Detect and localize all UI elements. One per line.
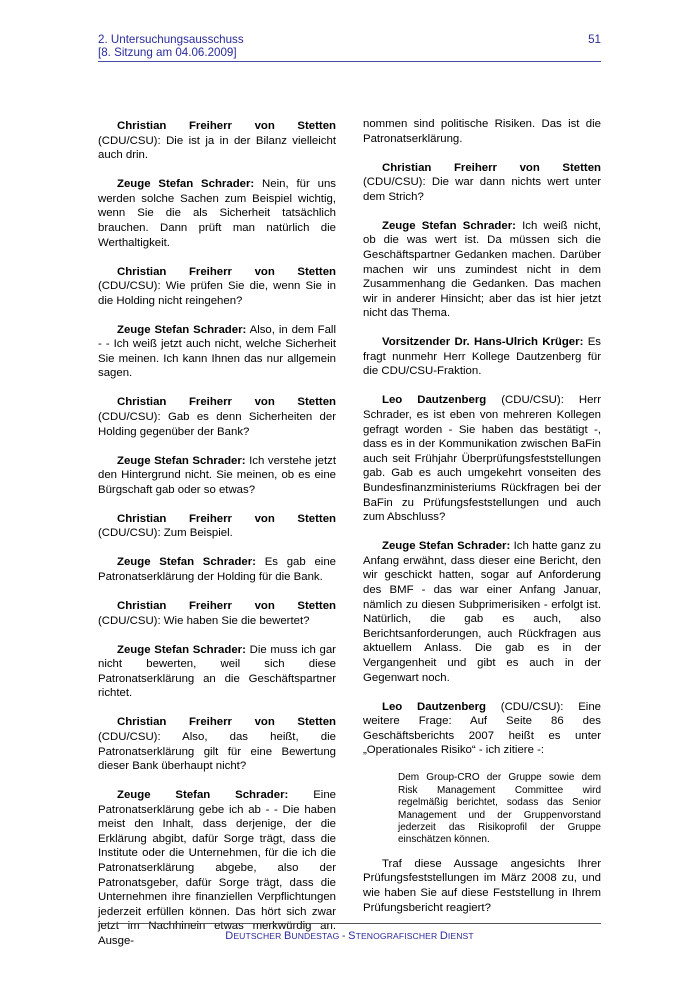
speaker-name: Zeuge Stefan Schrader:	[382, 219, 516, 232]
speaker-name: Zeuge Stefan Schrader:	[117, 556, 256, 569]
speech-text: (CDU/CSU): Herr Schrader, es ist eben von mehreren Kollegen gefragt worden - Sie haben das bestätigt -, dass es in der Kommunikation zwischen BaFin auch seit Frühjahr Überprüfungsfeststellungen gab. Gab es auch umgekehrt vonseiten des Bundesfinanzministeriums Rückfragen bei der BaFin zu Prüfungsfeststellungen und auch zum Abschluss?	[363, 394, 601, 524]
speaker-name: Christian Freiherr von Stetten	[117, 716, 336, 729]
speech-paragraph	[98, 395, 336, 439]
speaker-name: Christian Freiherr von Stetten	[117, 512, 336, 525]
speech-paragraph	[98, 715, 336, 773]
speaker-name: Christian Freiherr von Stetten	[382, 161, 601, 174]
speaker-name: Zeuge Stefan Schrader:	[117, 178, 255, 191]
speech-text: Es fragt nunmehr Herr Kollege Dautzenberg für die CDU/CSU-Fraktion.	[363, 336, 601, 378]
speech-paragraph	[363, 335, 601, 379]
speech-paragraph	[98, 119, 336, 163]
speech-paragraph	[98, 643, 336, 701]
footer-text: DEUTSCHER BUNDESTAG - STENOGRAFISCHER DIENST	[225, 930, 474, 942]
speaker-name: Zeuge Stefan Schrader:	[117, 643, 246, 656]
speaker-name: Leo Dautzenberg	[382, 394, 487, 407]
right-column	[363, 117, 601, 930]
speech-text: (CDU/CSU): Die ist ja in der Bilanz vielleicht auch drin.	[98, 134, 336, 162]
speech-text: (CDU/CSU): Wie prüfen Sie die, wenn Sie in die Holding nicht reingehen?	[98, 280, 336, 307]
page-header	[98, 33, 601, 62]
session-date: [8. Sitzung am 04.06.2009]	[98, 46, 237, 59]
speaker-name: Zeuge Stefan Schrader:	[117, 454, 246, 467]
speech-text: Die muss ich gar nicht bewerten, weil sich diese Patronatserklärung an die Geschäftspartner richtet.	[98, 643, 336, 700]
speech-paragraph	[363, 161, 601, 205]
speech-text: Es gab eine Patronatserklärung der Holding für die Bank.	[98, 556, 336, 583]
speaker-name: Christian Freiherr von Stetten	[117, 396, 336, 409]
speech-text: Ich weiß nicht, ob die was wert ist. Da müssen sich die Geschäftspartner Gedanken machen. Darüber machen wir uns zumindest nicht in dem Zusammenhang die Gedanken. Das machen wir in anderer Hinsicht; aber das ist hier jetzt nicht das Thema.	[363, 219, 601, 320]
speaker-name: Christian Freiherr von Stetten	[117, 599, 336, 612]
speech-text: (CDU/CSU): Gab es denn Sicherheiten der Holding gegenüber der Bank?	[98, 411, 336, 438]
speech-text: Nein, für uns werden solche Sachen zum Beispiel wichtig, wenn Sie die als Sicherheit tatsächlich brauchen. Dann prüft man natürlich die Werthaltigkeit.	[98, 178, 336, 249]
continuation-paragraph: nommen sind politische Risiken. Das ist die Patronatserklärung.	[363, 118, 601, 145]
closing-paragraph: Traf diese Aussage angesichts Ihrer Prüfungsfeststellungen im März 2008 zu, und wie haben Sie auf diese Feststellung in Ihrem Prüfungsbericht reagiert?	[363, 857, 601, 914]
speech-paragraph	[98, 555, 336, 584]
speech-paragraph	[363, 539, 601, 685]
speaker-name: Christian Freiherr von Stetten	[117, 120, 336, 132]
speech-text: Ich hatte ganz zu Anfang erwähnt, dass dieser eine Bericht, den wir geschickt hatten, sogar auf Anforderung des BMF - das war einer Anfang Januar, nämlich zu diesen Subprimerisiken - erfolgt ist. Natürlich, die gab es auch, also Berichtsanforderungen, auch Rückfragen aus aktuellem Anlass. Die gab es in der Vergangenheit und gibt es auch in der Gegenwart noch.	[363, 540, 601, 684]
page-number: 51	[588, 33, 601, 46]
speech-text: Also, in dem Fall - - Ich weiß jetzt auch nicht, welche Sicherheit Sie meinen. Ich kann Ihnen das nur allgemein sagen.	[98, 323, 336, 380]
speech-text: (CDU/CSU): Also, das heißt, die Patronatserklärung gilt für eine Bewertung dieser Bank überhaupt nicht?	[98, 730, 336, 773]
speech-text: (CDU/CSU): Zum Beispiel.	[98, 527, 233, 540]
speech-text: Eine Patronatserklärung gebe ich ab - - Die haben meist den Inhalt, dass derjenige, der die Erklärung abgibt, dafür Sorge trägt, dass die Institute oder die Unternehmen, für die ich die Patronatserklärung abgebe, also der Patronatsgeber, dafür Sorge trägt, dass die Unternehmen ihre finanziellen Verpflichtungen jederzeit erfüllen können. Das hört sich zwar jetzt im Nachhinein etwas merkwürdig an. Ausge-	[98, 789, 336, 948]
speech-paragraph	[98, 177, 336, 250]
speaker-name: Zeuge Stefan Schrader:	[382, 540, 511, 553]
speaker-name: Zeuge Stefan Schrader:	[117, 323, 247, 336]
block-quote: Dem Group-CRO der Gruppe sowie dem Risk Management Committee wird regelmäßig berichtet, sodass das Senior Management und der Gruppenvorstand jederzeit das Risikoprofil der Gruppe einschätzen können.	[398, 772, 601, 846]
speaker-name: Zeuge Stefan Schrader:	[117, 789, 289, 802]
speaker-name: Christian Freiherr von Stetten	[117, 265, 336, 278]
speech-paragraph	[363, 393, 601, 524]
speech-paragraph	[98, 454, 336, 498]
speech-text: (CDU/CSU): Die war dann nichts wert unter dem Strich?	[363, 176, 601, 203]
speech-paragraph	[98, 323, 336, 381]
speech-paragraph	[98, 512, 336, 541]
speech-paragraph	[363, 700, 601, 758]
speech-paragraph	[363, 219, 601, 321]
speech-paragraph	[98, 265, 336, 309]
speech-text: (CDU/CSU): Eine weitere Frage: Auf Seite 86 des Geschäftsberichts 2007 heißt es unter „Operationales Risiko“ - ich zitiere -:	[363, 700, 601, 757]
speech-text: Ich verstehe jetzt den Hintergrund nicht. Sie meinen, ob es eine Bürgschaft gab oder so etwas?	[98, 454, 336, 496]
speaker-name: Vorsitzender Dr. Hans-Ulrich Krüger:	[382, 336, 584, 349]
committee-title: 2. Untersuchungsausschuss	[98, 33, 244, 46]
left-column	[98, 119, 336, 963]
speech-paragraph	[98, 599, 336, 628]
speech-text: (CDU/CSU): Wie haben Sie die bewertet?	[98, 614, 310, 627]
speaker-name: Leo Dautzenberg	[382, 700, 487, 713]
right-paragraphs	[363, 161, 601, 758]
page-footer	[98, 923, 601, 942]
